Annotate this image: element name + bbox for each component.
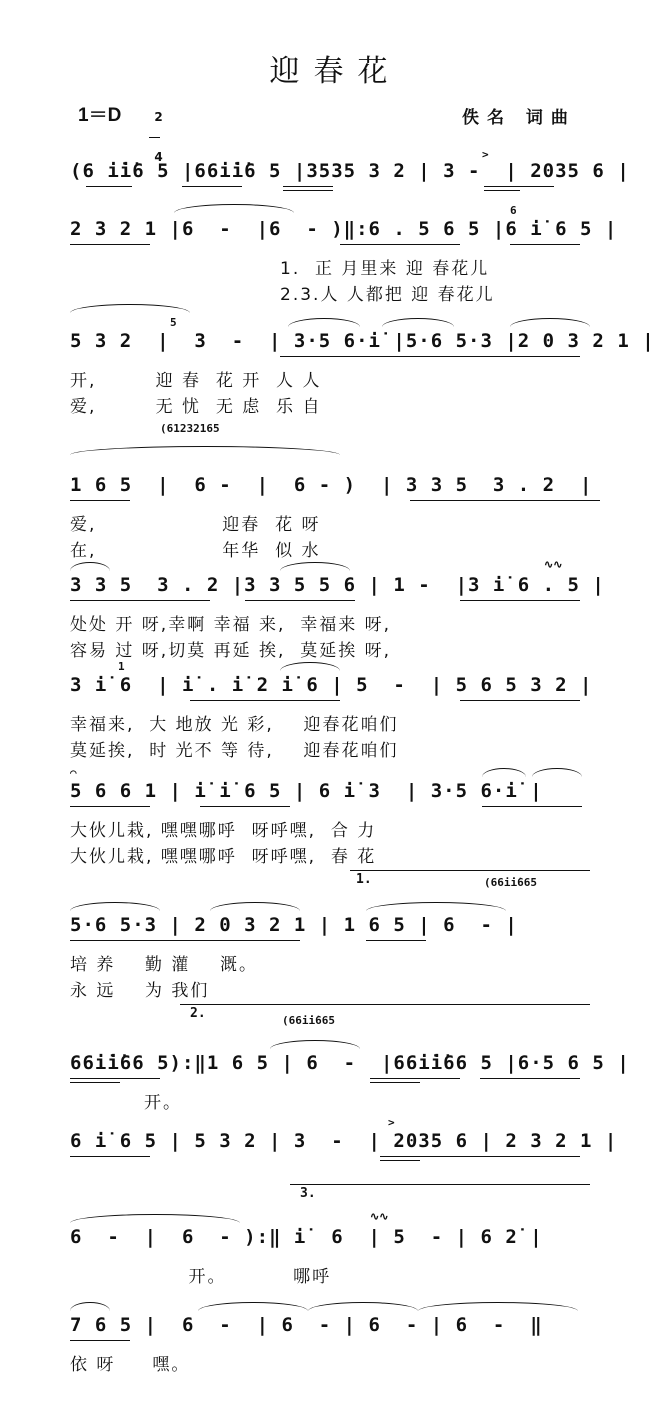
grace-note: 1 bbox=[118, 660, 125, 673]
notes-line-11: 6 - | 6 - ):‖ i̇ 6 | 5 - | 6 2̇ | bbox=[70, 1226, 543, 1248]
volta-1-bracket bbox=[350, 870, 590, 871]
trill-mark: ∿∿ bbox=[370, 1210, 389, 1223]
lyric-verse-1: 大伙儿栽, 嘿嘿哪呼 呀呼嘿, 合 力 bbox=[70, 821, 377, 841]
notes-line-8: 5·6 5·3 | 2 0 3 2 1 | 1 6 5 | 6 - | bbox=[70, 914, 518, 936]
key-signature: 1＝D bbox=[78, 105, 122, 126]
grace-run: (66i̇i̇665 bbox=[484, 876, 537, 889]
credit: 佚名 词曲 bbox=[462, 108, 576, 128]
notes-line-4: 1 6 5 | 6 - | 6 - ) | 3 3 5 3 . 2 | bbox=[70, 474, 593, 496]
notes-line-9: 66i̇i̇66 5):‖1 6 5 | 6 - |66i̇i̇66 5 |6·5 6 5 | bbox=[70, 1052, 630, 1074]
volta-3-bracket bbox=[290, 1184, 590, 1185]
accent-mark: > bbox=[482, 148, 496, 161]
lyric-verse-2: 大伙儿栽, 嘿嘿哪呼 呀呼嘿, 春 花 bbox=[70, 847, 377, 867]
lyric-verse-2: 容易 过 呀,切莫 再延 挨, 莫延挨 呀, bbox=[70, 641, 392, 661]
volta-2-bracket bbox=[180, 1004, 590, 1005]
notes-line-7: 5 6 6 1 | i̇ i̇ 6 5 | 6 i̇ 3 | 3·5 6·i̇ | bbox=[70, 780, 543, 802]
time-signature bbox=[146, 98, 163, 164]
volta-1-number: 1. bbox=[356, 872, 372, 887]
trill-mark: ∿∿ bbox=[544, 558, 563, 571]
notes-line-6: 3 i̇ 6 | i̇ . i̇ 2 i̇ 6 | 5 - | 5 6 5 3 2 | bbox=[70, 674, 593, 696]
time-signature-bottom: 4 bbox=[154, 150, 163, 164]
volta-2-number: 2. bbox=[190, 1006, 206, 1021]
lyric-verse-1: 开。 哪呼 bbox=[70, 1267, 332, 1287]
lyric-verse-1: 幸福来, 大 地放 光 彩, 迎春花咱们 bbox=[70, 715, 399, 735]
song-title: 迎春花 bbox=[269, 54, 402, 89]
grace-note: 6 bbox=[510, 204, 517, 217]
lyric-verse-1: 开, 迎 春 花 开 人 人 bbox=[70, 371, 322, 391]
lyric-verse-1: 爱, 迎春 花 呀 bbox=[70, 515, 321, 535]
fermata-icon: ⌒ bbox=[70, 766, 77, 779]
time-signature-top: 2 bbox=[154, 110, 163, 124]
lyric-verse-2: 在, 年华 似 水 bbox=[70, 541, 321, 561]
notes-line-12: 7 6 5 | 6 - | 6 - | 6 - | 6 - ‖ bbox=[70, 1314, 543, 1336]
notes-line-3: 5 3 2 | 3 - | 3·5 6·i̇ |5·6 5·3 |2 0 3 2 1 | bbox=[70, 330, 655, 352]
notes-line-1: (6 i̇i̇6 5 |66i̇i̇6 5 |3535 3 2 | 3 - | 2035 6 | bbox=[70, 160, 630, 182]
lyric-verse-2: 2.3.人 人都把 迎 春花儿 bbox=[280, 285, 495, 305]
lyric-verse-2: 莫延挨, 时 光不 等 待, 迎春花咱们 bbox=[70, 741, 399, 761]
lyric-verse-2: 爱, 无 忧 无 虑 乐 自 bbox=[70, 397, 322, 417]
lyric-verse-1: 依 呀 嘿。 bbox=[70, 1355, 191, 1375]
lyric-verse-1: 开。 bbox=[70, 1093, 183, 1113]
grace-note: 5 bbox=[170, 316, 177, 329]
volta-3-number: 3. bbox=[300, 1186, 316, 1201]
lyric-verse-2: 永 远 为 我们 bbox=[70, 981, 210, 1001]
grace-run: (61232165 bbox=[160, 422, 220, 435]
lyric-verse-1: 培 养 勤 灌 溉。 bbox=[70, 955, 259, 975]
grace-run: (66i̇i̇665 bbox=[282, 1014, 335, 1027]
accent-mark: > bbox=[388, 1116, 402, 1129]
lyric-verse-1: 1. 正 月里来 迎 春花儿 bbox=[280, 259, 490, 279]
notes-line-5: 3 3 5 3 . 2 |3 3 5 5 6 | 1 - |3 i̇ 6 . 5 | bbox=[70, 574, 605, 596]
notes-line-10: 6 i̇ 6 5 | 5 3 2 | 3 - | 2035 6 | 2 3 2 1 | bbox=[70, 1130, 618, 1152]
lyric-verse-1: 处处 开 呀,幸啊 幸福 来, 幸福来 呀, bbox=[70, 615, 392, 635]
notes-line-2: 2 3 2 1 |6 - |6 - )‖:6 . 5 6 5 |6 i̇ 6 5 | bbox=[70, 218, 618, 240]
